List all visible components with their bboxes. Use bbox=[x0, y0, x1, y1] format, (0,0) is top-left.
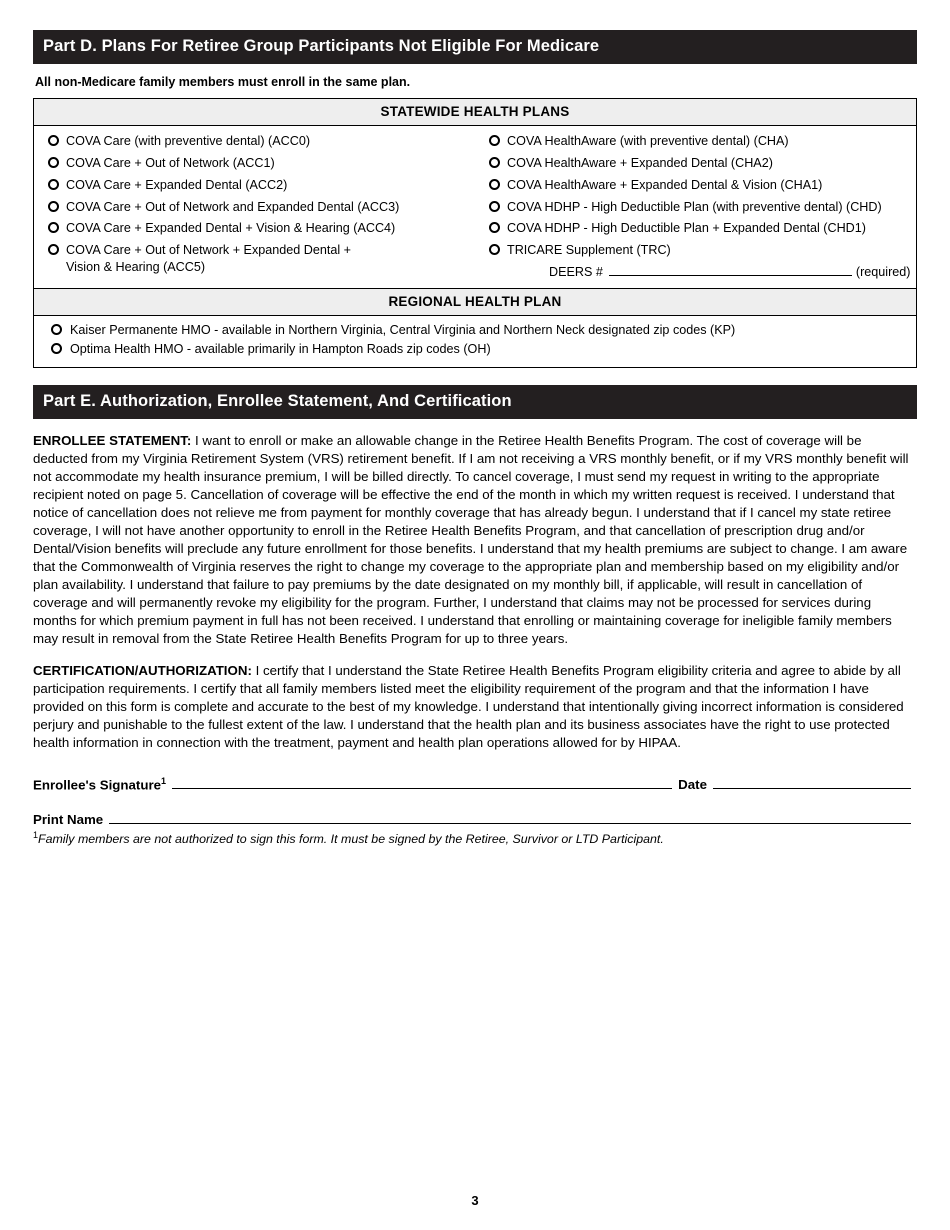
plan-option-label: COVA HealthAware + Expanded Dental (CHA2) bbox=[507, 155, 773, 170]
plan-option-acc3[interactable] bbox=[48, 199, 475, 215]
plan-option-trc[interactable] bbox=[489, 242, 916, 258]
plan-option-acc5[interactable] bbox=[48, 242, 475, 275]
radio-button-icon[interactable] bbox=[48, 135, 59, 146]
plan-option-cha1[interactable] bbox=[489, 177, 916, 193]
radio-button-icon[interactable] bbox=[48, 244, 59, 255]
plan-option-oh[interactable] bbox=[34, 341, 916, 357]
regional-plans-body bbox=[34, 316, 916, 368]
certification-label: CERTIFICATION/AUTHORIZATION: bbox=[33, 662, 252, 678]
page-number: 3 bbox=[471, 1193, 479, 1208]
plan-option-label: COVA Care + Expanded Dental (ACC2) bbox=[66, 177, 288, 192]
radio-button-icon[interactable] bbox=[51, 324, 62, 335]
plan-option-label: COVA HealthAware (with preventive dental) (CHA) bbox=[507, 134, 789, 148]
signature-input[interactable] bbox=[172, 777, 672, 789]
radio-button-icon[interactable] bbox=[48, 157, 59, 168]
signature-label: Enrollee's Signature$^1$ bbox=[33, 775, 167, 793]
print-name-label: Print Name bbox=[33, 812, 104, 828]
plan-option-label: COVA Care + Out of Network (ACC1) bbox=[66, 155, 275, 170]
plan-option-label: COVA Care + Out of Network + Expanded Dental + bbox=[66, 243, 352, 258]
statewide-plans-left-column bbox=[34, 133, 475, 281]
plan-option-label: Kaiser Permanente HMO - available in Northern Virginia, Central Virginia and Northern Neck designated zip codes (KP) bbox=[70, 322, 736, 337]
radio-button-icon[interactable] bbox=[48, 179, 59, 190]
plan-option-acc2[interactable] bbox=[48, 177, 475, 193]
plan-option-acc0[interactable] bbox=[48, 133, 475, 149]
radio-button-icon[interactable] bbox=[489, 222, 500, 233]
radio-button-icon[interactable] bbox=[48, 222, 59, 233]
enrollee-statement-paragraph bbox=[33, 432, 917, 648]
plan-option-chd1[interactable] bbox=[489, 220, 916, 236]
radio-button-icon[interactable] bbox=[489, 244, 500, 255]
signature-footnote-marker: 1 bbox=[161, 775, 167, 786]
part-d-banner: Part D. Plans For Retiree Group Participants Not Eligible For Medicare bbox=[33, 30, 917, 64]
plan-option-label: Optima Health HMO - available primarily in Hampton Roads zip codes (OH) bbox=[70, 341, 491, 356]
plans-table bbox=[33, 98, 917, 368]
part-e-section bbox=[33, 385, 917, 846]
radio-button-icon[interactable] bbox=[489, 157, 500, 168]
deers-input[interactable] bbox=[609, 263, 852, 276]
enrollee-statement-text: I want to enroll or make an allowable change in the Retiree Health Benefits Program. The cost of coverage will be deducted from my Virginia Retirement System (VRS) retirement benefit. If I am not receiving a VRS monthly benefit, or if my VRS monthly benefit will not accommodate my health insurance premium, I will be billed directly. To cancel coverage, I must send my request in writing to the appropriate recipient noted on page 5. Cancellation of coverage will be effective the end of the month in which my written request is received. I understand that notice of cancellation does not relieve me from payment for monthly coverage that has already begun. I understand that if I cancel my state retiree coverage, I will not have another opportunity to enroll in the Retiree Health Benefits Program, and that cancellation of prescription drug and/or Dental/Vision benefits will preclude any future enrollment for those benefits. I understand that my health premiums are subject to change. I am aware that the Commonwealth of Virginia reserves the right to change my coverage to the appropriate plan and membership based on my eligibility and/or plan availability. I understand that failure to pay premiums by the date designated on my monthly bill, if applicable, will result in cancellation of coverage and will permanently revoke my eligibility for the program. Further, I understand that claims may not be processed for services during months for which premium payment in full has not been received. I understand that enrolling or maintaining coverage for ineligible family members may result in removal from the State Retiree Health Benefits Program for up to three years. bbox=[33, 433, 909, 647]
regional-plan-header: REGIONAL HEALTH PLAN bbox=[34, 288, 916, 316]
radio-button-icon[interactable] bbox=[489, 135, 500, 146]
plan-option-label: COVA HDHP - High Deductible Plan (with preventive dental) (CHD) bbox=[507, 199, 882, 214]
radio-button-icon[interactable] bbox=[48, 201, 59, 212]
radio-button-icon[interactable] bbox=[51, 343, 62, 354]
statewide-plans-body bbox=[34, 126, 916, 288]
plan-option-cha[interactable] bbox=[489, 133, 916, 149]
certification-paragraph bbox=[33, 662, 917, 752]
plan-option-label: COVA Care + Expanded Dental + Vision & Hearing (ACC4) bbox=[66, 221, 396, 236]
radio-button-icon[interactable] bbox=[489, 201, 500, 212]
print-name-row bbox=[33, 812, 917, 827]
signature-row bbox=[33, 776, 917, 792]
date-input[interactable] bbox=[713, 777, 911, 789]
part-d-note: All non-Medicare family members must enroll in the same plan. bbox=[35, 75, 411, 89]
plan-option-kp[interactable] bbox=[34, 322, 916, 338]
plan-option-chd[interactable] bbox=[489, 199, 916, 215]
signature-footnote bbox=[33, 830, 917, 846]
plan-option-label: COVA Care (with preventive dental) (ACC0) bbox=[66, 134, 311, 148]
enrollee-statement-label: ENROLLEE STATEMENT: bbox=[33, 433, 192, 449]
deers-required-note: (required) bbox=[855, 265, 911, 280]
part-e-banner: Part E. Authorization, Enrollee Statement, And Certification bbox=[33, 385, 917, 419]
date-label: Date bbox=[678, 777, 707, 793]
plan-option-acc4[interactable] bbox=[48, 220, 475, 236]
plan-option-label: COVA HDHP - High Deductible Plan + Expanded Dental (CHD1) bbox=[507, 221, 866, 236]
deers-field-row bbox=[549, 263, 916, 279]
radio-button-icon[interactable] bbox=[489, 179, 500, 190]
statewide-plans-header: STATEWIDE HEALTH PLANS bbox=[34, 99, 916, 126]
plan-option-cha2[interactable] bbox=[489, 155, 916, 171]
plan-option-label: COVA HealthAware + Expanded Dental & Vision (CHA1) bbox=[507, 177, 823, 192]
footnote-marker: 1 bbox=[33, 830, 39, 841]
footnote-text: Family members are not authorized to sign this form. It must be signed by the Retiree, Survivor or LTD Participant. bbox=[38, 832, 664, 847]
statewide-plans-right-column bbox=[475, 133, 916, 281]
plan-option-label: TRICARE Supplement (TRC) bbox=[507, 243, 671, 258]
plan-option-acc1[interactable] bbox=[48, 155, 475, 171]
deers-label: DEERS # bbox=[549, 265, 603, 280]
plan-option-label: COVA Care + Out of Network and Expanded Dental (ACC3) bbox=[66, 199, 400, 214]
plan-option-label-line2: Vision & Hearing (ACC5) bbox=[66, 259, 206, 274]
certification-text: I certify that I understand the State Retiree Health Benefits Program eligibility criteria and agree to abide by all participation requirements. I certify that all family members listed meet the eligibility requirement of the program and that the information I have provided on this form is complete and accurate to the best of my knowledge. I understand that intentionally giving incorrect information is considered perjury and punishable to the fullest extent of the law. I understand that the health plan and its business associates have the right to use protected health information in connection with the treatment, payment and health plan operations allowed for by HIPAA. bbox=[33, 662, 904, 750]
print-name-input[interactable] bbox=[109, 812, 911, 824]
